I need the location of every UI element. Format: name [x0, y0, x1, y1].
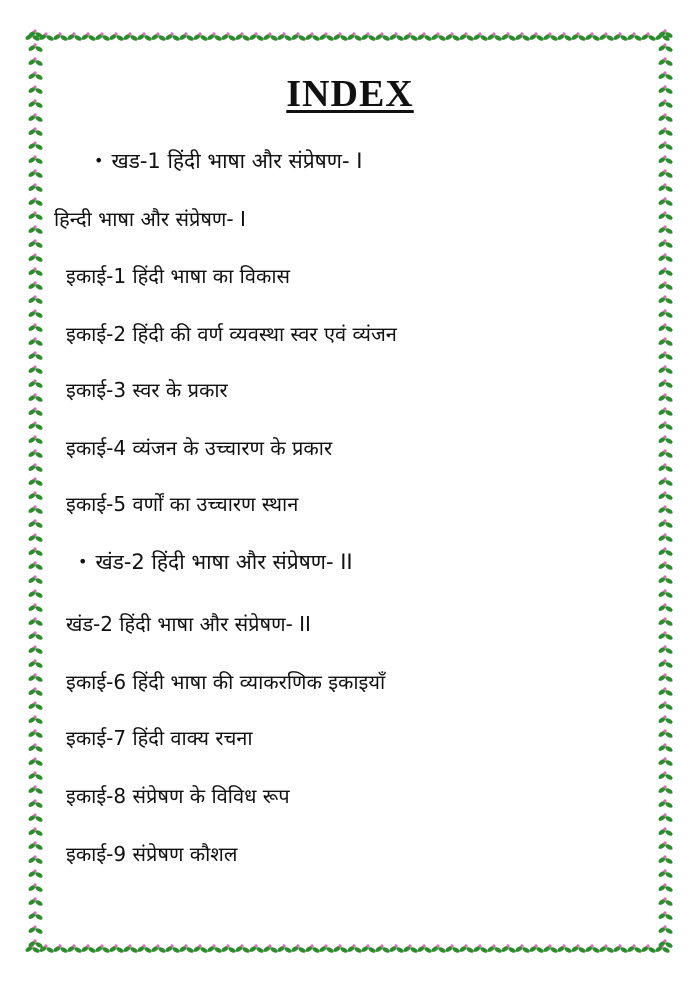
- holly-sprig-icon: [150, 32, 166, 42]
- holly-sprig-icon: [27, 841, 43, 851]
- holly-sprig-icon: [657, 925, 673, 935]
- holly-sprig-icon: [657, 421, 673, 431]
- holly-sprig-icon: [192, 32, 208, 42]
- holly-sprig-icon: [657, 575, 673, 585]
- section-heading-1: [94, 147, 362, 175]
- holly-sprig-icon: [657, 561, 673, 571]
- holly-sprig-icon: [27, 141, 43, 151]
- holly-sprig-icon: [27, 645, 43, 655]
- holly-sprig-icon: [657, 813, 673, 823]
- holly-sprig-icon: [27, 869, 43, 879]
- holly-sprig-icon: [27, 505, 43, 515]
- holly-sprig-icon: [657, 379, 673, 389]
- holly-sprig-icon: [657, 799, 673, 809]
- holly-sprig-icon: [657, 771, 673, 781]
- holly-sprig-icon: [234, 944, 250, 954]
- holly-sprig-icon: [500, 944, 516, 954]
- holly-sprig-icon: [657, 169, 673, 179]
- holly-sprig-icon: [27, 295, 43, 305]
- holly-sprig-icon: [164, 32, 180, 42]
- holly-sprig-icon: [626, 32, 642, 42]
- holly-sprig-icon: [657, 841, 673, 851]
- holly-sprig-icon: [657, 435, 673, 445]
- holly-sprig-icon: [657, 757, 673, 767]
- holly-sprig-icon: [27, 435, 43, 445]
- holly-sprig-icon: [657, 295, 673, 305]
- holly-sprig-icon: [657, 463, 673, 473]
- holly-sprig-icon: [657, 127, 673, 137]
- holly-sprig-icon: [657, 701, 673, 711]
- holly-sprig-icon: [164, 944, 180, 954]
- holly-sprig-icon: [27, 421, 43, 431]
- holly-sprig-icon: [27, 547, 43, 557]
- holly-sprig-icon: [388, 32, 404, 42]
- holly-sprig-icon: [402, 944, 418, 954]
- holly-sprig-icon: [657, 239, 673, 249]
- holly-sprig-icon: [570, 32, 586, 42]
- index-entry-label: इकाई-2 हिंदी की वर्ण व्यवस्था स्वर एवं व्यंजन: [66, 322, 397, 346]
- holly-sprig-icon: [472, 32, 488, 42]
- holly-sprig-icon: [27, 533, 43, 543]
- holly-sprig-icon: [430, 944, 446, 954]
- holly-sprig-icon: [657, 827, 673, 837]
- holly-sprig-icon: [27, 393, 43, 403]
- holly-sprig-icon: [416, 32, 432, 42]
- holly-sprig-icon: [27, 673, 43, 683]
- index-entry-label: इकाई-8 संप्रेषण के विविध रूप: [66, 784, 290, 808]
- holly-sprig-icon: [27, 617, 43, 627]
- holly-sprig-icon: [657, 337, 673, 347]
- holly-sprig-icon: [500, 32, 516, 42]
- holly-sprig-icon: [27, 603, 43, 613]
- holly-sprig-icon: [94, 944, 110, 954]
- index-entry: [66, 668, 385, 695]
- holly-border-left: [24, 26, 46, 960]
- index-entry-label: इकाई-9 संप्रेषण कौशल: [66, 842, 238, 866]
- holly-sprig-icon: [108, 32, 124, 42]
- holly-sprig-icon: [657, 785, 673, 795]
- holly-sprig-icon: [52, 32, 68, 42]
- holly-sprig-icon: [528, 944, 544, 954]
- holly-sprig-icon: [556, 944, 572, 954]
- holly-sprig-icon: [657, 323, 673, 333]
- holly-sprig-icon: [27, 197, 43, 207]
- holly-sprig-icon: [192, 944, 208, 954]
- holly-sprig-icon: [542, 944, 558, 954]
- holly-sprig-icon: [528, 32, 544, 42]
- holly-border-top: [24, 26, 676, 48]
- holly-sprig-icon: [657, 869, 673, 879]
- holly-sprig-icon: [657, 141, 673, 151]
- holly-sprig-icon: [458, 944, 474, 954]
- holly-sprig-icon: [657, 519, 673, 529]
- holly-sprig-icon: [332, 944, 348, 954]
- holly-sprig-icon: [304, 32, 320, 42]
- holly-sprig-icon: [657, 939, 673, 949]
- holly-sprig-icon: [472, 944, 488, 954]
- index-entry-label: इकाई-5 वर्णों का उच्चारण स्थान: [66, 492, 299, 516]
- holly-sprig-icon: [248, 32, 264, 42]
- holly-sprig-icon: [122, 32, 138, 42]
- holly-sprig-icon: [556, 32, 572, 42]
- holly-sprig-icon: [27, 883, 43, 893]
- holly-sprig-icon: [27, 925, 43, 935]
- holly-sprig-icon: [27, 785, 43, 795]
- holly-sprig-icon: [27, 127, 43, 137]
- holly-sprig-icon: [657, 659, 673, 669]
- holly-sprig-icon: [657, 267, 673, 277]
- holly-sprig-icon: [94, 32, 110, 42]
- holly-sprig-icon: [444, 32, 460, 42]
- section-heading-2-label: खंड-2 हिंदी भाषा और संप्रेषण- II: [95, 550, 353, 574]
- index-entry: [66, 840, 237, 867]
- section-heading-2: [78, 548, 353, 576]
- holly-sprig-icon: [66, 32, 82, 42]
- holly-sprig-icon: [657, 505, 673, 515]
- holly-sprig-icon: [27, 561, 43, 571]
- holly-sprig-icon: [136, 944, 152, 954]
- holly-border-bottom: [24, 938, 676, 960]
- holly-sprig-icon: [220, 944, 236, 954]
- holly-sprig-icon: [514, 32, 530, 42]
- holly-sprig-icon: [27, 589, 43, 599]
- holly-sprig-icon: [657, 43, 673, 53]
- index-entry: [66, 262, 290, 289]
- holly-sprig-icon: [27, 281, 43, 291]
- section-heading-1-label: खड-1 हिंदी भाषा और संप्रेषण- I: [111, 149, 363, 173]
- holly-sprig-icon: [27, 323, 43, 333]
- holly-sprig-icon: [657, 57, 673, 67]
- holly-sprig-icon: [657, 225, 673, 235]
- holly-sprig-icon: [657, 365, 673, 375]
- holly-sprig-icon: [657, 281, 673, 291]
- index-entry: [66, 610, 311, 637]
- holly-sprig-icon: [27, 939, 43, 949]
- holly-sprig-icon: [27, 463, 43, 473]
- holly-sprig-icon: [570, 944, 586, 954]
- holly-sprig-icon: [318, 944, 334, 954]
- index-entry-label: इकाई-6 हिंदी भाषा की व्याकरणिक इकाइयाँ: [66, 670, 386, 694]
- holly-sprig-icon: [444, 944, 460, 954]
- index-entry: [54, 205, 246, 232]
- holly-sprig-icon: [657, 743, 673, 753]
- holly-sprig-icon: [27, 743, 43, 753]
- holly-sprig-icon: [657, 547, 673, 557]
- holly-sprig-icon: [657, 715, 673, 725]
- holly-sprig-icon: [27, 267, 43, 277]
- holly-sprig-icon: [657, 407, 673, 417]
- index-entry-label: हिन्दी भाषा और संप्रेषण- I: [54, 207, 246, 231]
- holly-sprig-icon: [27, 631, 43, 641]
- bullet-icon: •: [94, 151, 104, 170]
- holly-sprig-icon: [206, 944, 222, 954]
- index-entry: [66, 490, 298, 517]
- holly-sprig-icon: [27, 477, 43, 487]
- holly-sprig-icon: [657, 449, 673, 459]
- holly-sprig-icon: [27, 799, 43, 809]
- index-entry: [66, 724, 253, 751]
- holly-sprig-icon: [657, 253, 673, 263]
- holly-sprig-icon: [657, 155, 673, 165]
- index-entry-label: इकाई-3 स्वर के प्रकार: [66, 378, 228, 402]
- holly-sprig-icon: [136, 32, 152, 42]
- holly-sprig-icon: [626, 944, 642, 954]
- holly-sprig-icon: [657, 631, 673, 641]
- holly-sprig-icon: [657, 911, 673, 921]
- holly-sprig-icon: [276, 944, 292, 954]
- holly-sprig-icon: [80, 32, 96, 42]
- holly-sprig-icon: [374, 32, 390, 42]
- holly-sprig-icon: [27, 813, 43, 823]
- holly-sprig-icon: [27, 771, 43, 781]
- holly-sprig-icon: [27, 687, 43, 697]
- holly-sprig-icon: [430, 32, 446, 42]
- holly-sprig-icon: [657, 855, 673, 865]
- index-entry: [66, 376, 228, 403]
- holly-sprig-icon: [122, 944, 138, 954]
- holly-sprig-icon: [27, 897, 43, 907]
- holly-sprig-icon: [290, 944, 306, 954]
- holly-sprig-icon: [248, 944, 264, 954]
- index-entry: [66, 782, 290, 809]
- holly-sprig-icon: [657, 617, 673, 627]
- holly-sprig-icon: [598, 944, 614, 954]
- holly-sprig-icon: [27, 701, 43, 711]
- holly-border-right: [654, 26, 676, 960]
- holly-sprig-icon: [657, 729, 673, 739]
- holly-sprig-icon: [657, 491, 673, 501]
- holly-sprig-icon: [514, 944, 530, 954]
- holly-sprig-icon: [657, 393, 673, 403]
- holly-sprig-icon: [657, 883, 673, 893]
- holly-sprig-icon: [374, 944, 390, 954]
- holly-sprig-icon: [178, 32, 194, 42]
- holly-sprig-icon: [27, 757, 43, 767]
- index-entry-label: इकाई-1 हिंदी भाषा का विकास: [66, 264, 291, 288]
- holly-sprig-icon: [150, 944, 166, 954]
- holly-sprig-icon: [27, 729, 43, 739]
- holly-sprig-icon: [657, 603, 673, 613]
- holly-sprig-icon: [27, 211, 43, 221]
- holly-sprig-icon: [66, 944, 82, 954]
- holly-sprig-icon: [27, 827, 43, 837]
- holly-sprig-icon: [416, 944, 432, 954]
- holly-sprig-icon: [657, 211, 673, 221]
- holly-sprig-icon: [657, 309, 673, 319]
- holly-sprig-icon: [27, 351, 43, 361]
- holly-sprig-icon: [584, 32, 600, 42]
- holly-sprig-icon: [206, 32, 222, 42]
- holly-sprig-icon: [612, 32, 628, 42]
- holly-sprig-icon: [27, 407, 43, 417]
- holly-sprig-icon: [27, 911, 43, 921]
- holly-sprig-icon: [27, 491, 43, 501]
- holly-sprig-icon: [388, 944, 404, 954]
- holly-sprig-icon: [27, 519, 43, 529]
- holly-sprig-icon: [584, 944, 600, 954]
- holly-sprig-icon: [290, 32, 306, 42]
- holly-sprig-icon: [657, 197, 673, 207]
- holly-sprig-icon: [220, 32, 236, 42]
- holly-sprig-icon: [27, 379, 43, 389]
- holly-sprig-icon: [360, 32, 376, 42]
- holly-sprig-icon: [27, 225, 43, 235]
- holly-sprig-icon: [27, 309, 43, 319]
- page-title-text: INDEX: [286, 73, 414, 115]
- holly-sprig-icon: [318, 32, 334, 42]
- index-entry: [66, 320, 397, 347]
- holly-sprig-icon: [657, 29, 673, 39]
- holly-sprig-icon: [332, 32, 348, 42]
- page-title: [0, 72, 700, 116]
- holly-sprig-icon: [27, 253, 43, 263]
- holly-sprig-icon: [276, 32, 292, 42]
- holly-sprig-icon: [234, 32, 250, 42]
- holly-sprig-icon: [52, 944, 68, 954]
- holly-sprig-icon: [657, 645, 673, 655]
- holly-sprig-icon: [657, 183, 673, 193]
- holly-sprig-icon: [178, 944, 194, 954]
- holly-sprig-icon: [27, 155, 43, 165]
- holly-sprig-icon: [80, 944, 96, 954]
- holly-sprig-icon: [262, 32, 278, 42]
- holly-sprig-icon: [27, 169, 43, 179]
- holly-sprig-icon: [27, 29, 43, 39]
- holly-sprig-icon: [27, 183, 43, 193]
- holly-sprig-icon: [458, 32, 474, 42]
- holly-sprig-icon: [27, 239, 43, 249]
- holly-sprig-icon: [657, 589, 673, 599]
- holly-sprig-icon: [304, 944, 320, 954]
- index-entry-label: इकाई-4 व्यंजन के उच्चारण के प्रकार: [66, 436, 333, 460]
- index-entry: [66, 434, 332, 461]
- index-entry-label: इकाई-7 हिंदी वाक्य रचना: [66, 726, 253, 750]
- bullet-icon: •: [78, 552, 88, 571]
- holly-sprig-icon: [657, 687, 673, 697]
- holly-sprig-icon: [27, 659, 43, 669]
- holly-sprig-icon: [27, 43, 43, 53]
- holly-sprig-icon: [346, 32, 362, 42]
- holly-sprig-icon: [262, 944, 278, 954]
- holly-sprig-icon: [657, 351, 673, 361]
- holly-sprig-icon: [657, 897, 673, 907]
- holly-sprig-icon: [27, 575, 43, 585]
- holly-sprig-icon: [402, 32, 418, 42]
- holly-sprig-icon: [598, 32, 614, 42]
- holly-sprig-icon: [657, 477, 673, 487]
- holly-sprig-icon: [657, 533, 673, 543]
- holly-sprig-icon: [360, 944, 376, 954]
- holly-sprig-icon: [657, 673, 673, 683]
- index-entry-label: खंड-2 हिंदी भाषा और संप्रेषण- II: [66, 612, 311, 636]
- holly-sprig-icon: [27, 449, 43, 459]
- holly-sprig-icon: [108, 944, 124, 954]
- holly-sprig-icon: [27, 855, 43, 865]
- holly-sprig-icon: [27, 715, 43, 725]
- holly-sprig-icon: [612, 944, 628, 954]
- holly-sprig-icon: [27, 57, 43, 67]
- holly-sprig-icon: [542, 32, 558, 42]
- holly-sprig-icon: [486, 944, 502, 954]
- holly-sprig-icon: [27, 337, 43, 347]
- holly-sprig-icon: [346, 944, 362, 954]
- holly-sprig-icon: [27, 365, 43, 375]
- holly-sprig-icon: [486, 32, 502, 42]
